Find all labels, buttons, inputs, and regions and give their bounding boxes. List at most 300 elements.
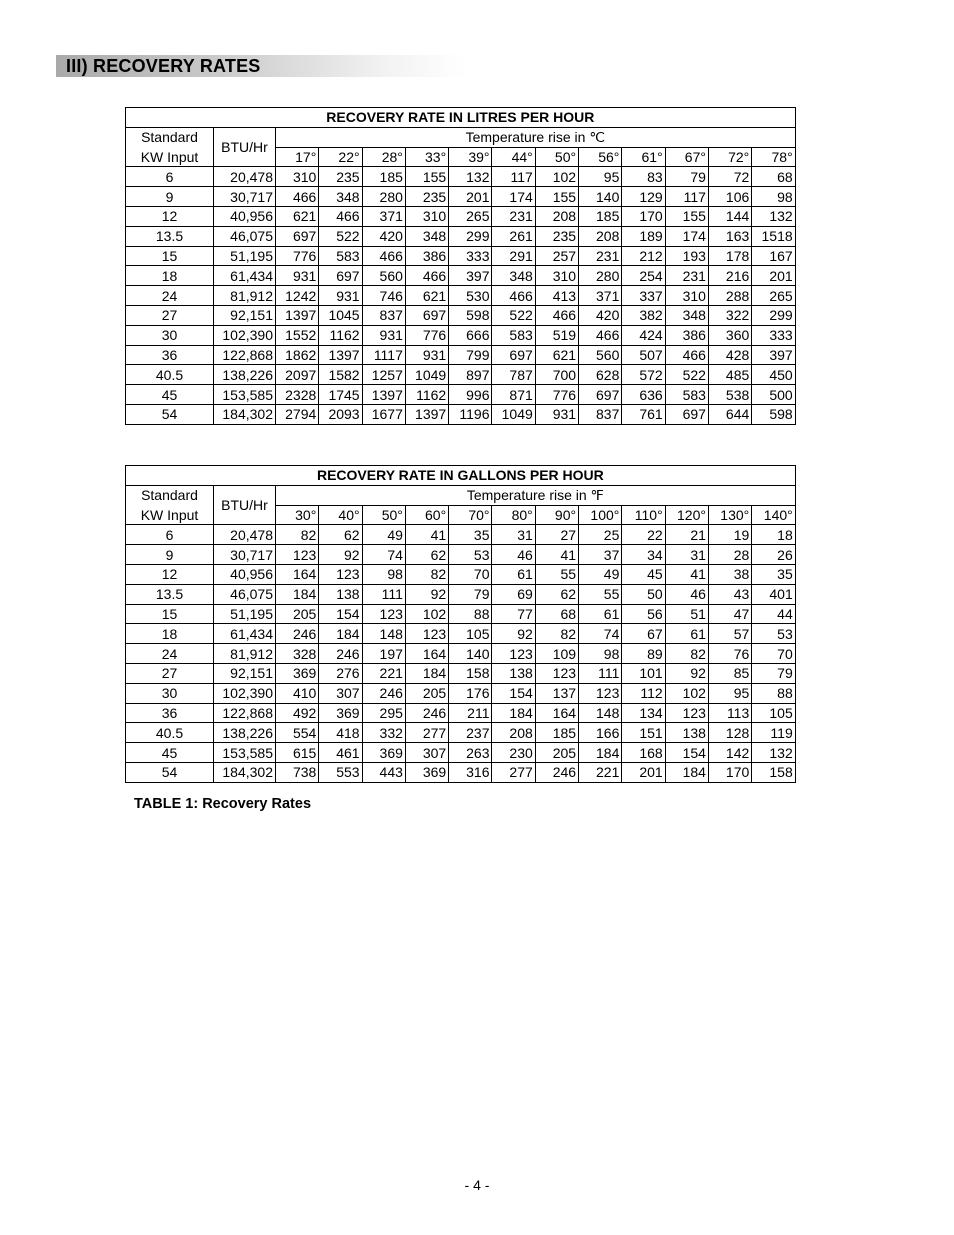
rate-cell: 123 [319,564,362,584]
temperature-column-header: 33° [405,147,448,167]
rate-cell: 79 [449,584,492,604]
rate-cell: 413 [535,286,578,306]
rate-cell: 276 [319,663,362,683]
rate-cell: 507 [622,345,665,365]
temperature-column-header: 30° [276,505,319,525]
kw-input-cell: 27 [126,305,214,325]
rate-cell: 82 [535,624,578,644]
rate-cell: 102 [405,604,448,624]
temperature-column-header: 39° [449,147,492,167]
btu-cell: 138,226 [214,365,276,385]
rate-cell: 134 [622,703,665,723]
rate-cell: 697 [492,345,535,365]
rate-cell: 348 [405,226,448,246]
rate-cell: 184 [579,743,622,763]
rate-cell: 129 [622,187,665,207]
rate-cell: 46 [665,584,708,604]
rate-cell: 82 [276,525,319,545]
temperature-column-header: 50° [362,505,405,525]
rate-cell: 117 [492,167,535,187]
rate-cell: 231 [665,266,708,286]
rate-cell: 178 [708,246,751,266]
rate-cell: 837 [579,404,622,424]
rate-cell: 46 [492,545,535,565]
rate-cell: 31 [665,545,708,565]
rate-cell: 348 [665,305,708,325]
rate-cell: 231 [492,206,535,226]
kw-input-cell: 9 [126,187,214,207]
rate-cell: 246 [276,624,319,644]
rate-cell: 184 [492,703,535,723]
rate-cell: 235 [319,167,362,187]
rate-cell: 371 [579,286,622,306]
rate-cell: 931 [319,286,362,306]
table-body [126,167,796,424]
rate-cell: 263 [449,743,492,763]
rate-cell: 158 [449,663,492,683]
rate-cell: 420 [362,226,405,246]
rate-cell: 53 [752,624,795,644]
rate-cell: 697 [579,385,622,405]
rate-cell: 38 [708,564,751,584]
temperature-column-header: 56° [579,147,622,167]
rate-cell: 57 [708,624,751,644]
rate-cell: 466 [405,266,448,286]
table-row [126,525,796,545]
rate-cell: 95 [579,167,622,187]
rate-cell: 931 [405,345,448,365]
rate-cell: 79 [752,663,795,683]
btu-cell: 40,956 [214,206,276,226]
table-title: RECOVERY RATE IN GALLONS PER HOUR [126,466,796,486]
table-row [126,286,796,306]
rate-cell: 522 [665,365,708,385]
table-row [126,723,796,743]
rate-cell: 553 [319,762,362,782]
table-row [126,345,796,365]
kw-input-cell: 18 [126,266,214,286]
rate-cell: 280 [362,187,405,207]
rate-cell: 43 [708,584,751,604]
temperature-column-header: 28° [362,147,405,167]
rate-cell: 92 [665,663,708,683]
rate-cell: 1242 [276,286,319,306]
table-row [126,604,796,624]
rate-cell: 621 [405,286,448,306]
rate-cell: 44 [752,604,795,624]
table-row [126,187,796,207]
btu-cell: 40,956 [214,564,276,584]
rate-cell: 45 [622,564,665,584]
rate-cell: 246 [535,762,578,782]
btu-cell: 122,868 [214,345,276,365]
rate-cell: 151 [622,723,665,743]
rate-cell: 554 [276,723,319,743]
rate-cell: 62 [319,525,362,545]
btu-cell: 184,302 [214,762,276,782]
rate-cell: 50 [622,584,665,604]
rate-cell: 138 [492,663,535,683]
rate-cell: 123 [535,663,578,683]
kw-input-header: KW Input [126,147,214,167]
rate-cell: 257 [535,246,578,266]
rate-cell: 85 [708,663,751,683]
table-row [126,644,796,664]
rate-cell: 123 [276,545,319,565]
rate-cell: 1397 [319,345,362,365]
rate-cell: 235 [405,187,448,207]
rate-cell: 47 [708,604,751,624]
rate-cell: 62 [535,584,578,604]
rate-cell: 140 [579,187,622,207]
table-row [126,703,796,723]
rate-cell: 615 [276,743,319,763]
rate-cell: 598 [449,305,492,325]
rate-cell: 761 [622,404,665,424]
btu-cell: 102,390 [214,325,276,345]
rate-cell: 201 [752,266,795,286]
rate-cell: 49 [362,525,405,545]
rate-cell: 132 [752,206,795,226]
table-row [126,404,796,424]
temperature-column-header: 50° [535,147,578,167]
temperature-column-header: 130° [708,505,751,525]
rate-cell: 307 [319,683,362,703]
rate-cell: 102 [535,167,578,187]
rate-cell: 158 [752,762,795,782]
rate-cell: 776 [535,385,578,405]
rate-cell: 466 [665,345,708,365]
rate-cell: 246 [362,683,405,703]
rate-cell: 337 [622,286,665,306]
rate-cell: 310 [535,266,578,286]
kw-input-cell: 24 [126,644,214,664]
rate-cell: 56 [622,604,665,624]
kw-input-cell: 30 [126,325,214,345]
rate-cell: 49 [579,564,622,584]
rate-cell: 55 [579,584,622,604]
rate-cell: 1397 [362,385,405,405]
rate-cell: 174 [492,187,535,207]
rate-cell: 560 [362,266,405,286]
temperature-column-header: 140° [752,505,795,525]
rate-cell: 485 [708,365,751,385]
kw-input-cell: 40.5 [126,723,214,743]
rate-cell: 371 [362,206,405,226]
kw-input-cell: 15 [126,604,214,624]
rate-cell: 410 [276,683,319,703]
temperature-rise-header: Temperature rise in ℉ [276,485,796,505]
rate-cell: 109 [535,644,578,664]
rate-cell: 18 [752,525,795,545]
kw-input-cell: 6 [126,167,214,187]
rate-cell: 931 [276,266,319,286]
btu-cell: 61,434 [214,266,276,286]
rate-cell: 41 [665,564,708,584]
btu-cell: 92,151 [214,663,276,683]
rate-cell: 74 [362,545,405,565]
rate-cell: 201 [449,187,492,207]
rate-cell: 105 [449,624,492,644]
rate-cell: 316 [449,762,492,782]
rate-cell: 307 [405,743,448,763]
rate-cell: 154 [492,683,535,703]
rate-cell: 697 [665,404,708,424]
rate-cell: 70 [449,564,492,584]
table-caption: TABLE 1: Recovery Rates [134,796,312,812]
rate-cell: 189 [622,226,665,246]
rate-cell: 154 [319,604,362,624]
rate-cell: 2328 [276,385,319,405]
rate-cell: 185 [535,723,578,743]
rate-cell: 461 [319,743,362,763]
rate-cell: 164 [276,564,319,584]
rate-cell: 123 [579,683,622,703]
rate-cell: 996 [449,385,492,405]
rate-cell: 193 [665,246,708,266]
rate-cell: 76 [708,644,751,664]
table-title: RECOVERY RATE IN LITRES PER HOUR [126,108,796,128]
btu-cell: 184,302 [214,404,276,424]
rate-cell: 37 [579,545,622,565]
rate-cell: 216 [708,266,751,286]
rate-cell: 1397 [276,305,319,325]
kw-input-cell: 45 [126,743,214,763]
rate-cell: 119 [752,723,795,743]
rate-cell: 1552 [276,325,319,345]
rate-cell: 401 [752,584,795,604]
btu-cell: 81,912 [214,644,276,664]
rate-cell: 89 [622,644,665,664]
rate-cell: 799 [449,345,492,365]
rate-cell: 111 [579,663,622,683]
rate-cell: 138 [319,584,362,604]
rate-cell: 348 [492,266,535,286]
temperature-column-header: 60° [405,505,448,525]
rate-cell: 170 [622,206,665,226]
rate-cell: 22 [622,525,665,545]
kw-input-cell: 18 [126,624,214,644]
rate-cell: 92 [319,545,362,565]
temperature-column-header: 100° [579,505,622,525]
rate-cell: 931 [535,404,578,424]
rate-cell: 443 [362,762,405,782]
btu-cell: 138,226 [214,723,276,743]
rate-cell: 164 [405,644,448,664]
btu-cell: 81,912 [214,286,276,306]
rate-cell: 397 [449,266,492,286]
rate-cell: 277 [492,762,535,782]
rate-cell: 106 [708,187,751,207]
rate-cell: 201 [622,762,665,782]
rate-cell: 277 [405,723,448,743]
rate-cell: 310 [405,206,448,226]
rate-cell: 738 [276,762,319,782]
rate-cell: 265 [752,286,795,306]
table-row [126,305,796,325]
rate-cell: 230 [492,743,535,763]
rate-cell: 155 [665,206,708,226]
temperature-column-header: 78° [752,147,795,167]
rate-cell: 2794 [276,404,319,424]
rate-cell: 155 [405,167,448,187]
rate-cell: 111 [362,584,405,604]
rate-cell: 644 [708,404,751,424]
rate-cell: 492 [276,703,319,723]
rate-cell: 98 [362,564,405,584]
rate-cell: 636 [622,385,665,405]
rate-cell: 51 [665,604,708,624]
rate-cell: 328 [276,644,319,664]
rate-cell: 82 [405,564,448,584]
rate-cell: 746 [362,286,405,306]
temperature-rise-header: Temperature rise in ℃ [276,127,796,147]
rate-cell: 1518 [752,226,795,246]
rate-cell: 26 [752,545,795,565]
rate-cell: 132 [449,167,492,187]
rate-cell: 21 [665,525,708,545]
rate-cell: 1162 [405,385,448,405]
rate-cell: 466 [276,187,319,207]
rate-cell: 332 [362,723,405,743]
table-row [126,325,796,345]
rate-cell: 621 [276,206,319,226]
table-row [126,564,796,584]
kw-input-cell: 36 [126,345,214,365]
rate-cell: 205 [405,683,448,703]
temperature-column-header: 110° [622,505,665,525]
rate-cell: 184 [405,663,448,683]
rate-cell: 154 [665,743,708,763]
rate-cell: 88 [752,683,795,703]
rate-cell: 700 [535,365,578,385]
rate-cell: 25 [579,525,622,545]
rate-cell: 500 [752,385,795,405]
rate-cell: 164 [535,703,578,723]
table-row [126,584,796,604]
rate-cell: 1745 [319,385,362,405]
temperature-column-header: 67° [665,147,708,167]
rate-cell: 572 [622,365,665,385]
btu-cell: 153,585 [214,385,276,405]
rate-cell: 185 [579,206,622,226]
table-row [126,206,796,226]
rate-cell: 254 [622,266,665,286]
rate-cell: 148 [579,703,622,723]
rate-cell: 522 [492,305,535,325]
temperature-column-header: 70° [449,505,492,525]
table-row [126,365,796,385]
rate-cell: 41 [535,545,578,565]
rate-cell: 237 [449,723,492,743]
rate-cell: 666 [449,325,492,345]
kw-input-cell: 12 [126,564,214,584]
rate-cell: 92 [405,584,448,604]
rate-cell: 299 [449,226,492,246]
temperature-column-header: 90° [535,505,578,525]
rate-cell: 519 [535,325,578,345]
rate-cell: 382 [622,305,665,325]
rate-cell: 310 [665,286,708,306]
rate-cell: 123 [362,604,405,624]
rate-cell: 176 [449,683,492,703]
kw-input-cell: 54 [126,404,214,424]
rate-cell: 117 [665,187,708,207]
kw-input-cell: 36 [126,703,214,723]
temperature-column-header: 120° [665,505,708,525]
kw-input-cell: 40.5 [126,365,214,385]
btu-header: BTU/Hr [214,127,276,167]
rate-cell: 2093 [319,404,362,424]
rate-cell: 68 [752,167,795,187]
rate-cell: 185 [362,167,405,187]
rate-cell: 369 [276,663,319,683]
btu-cell: 51,195 [214,604,276,624]
rate-cell: 168 [622,743,665,763]
rate-cell: 138 [665,723,708,743]
rate-cell: 27 [535,525,578,545]
table-row [126,266,796,286]
btu-cell: 92,151 [214,305,276,325]
kw-input-cell: 30 [126,683,214,703]
rate-cell: 776 [276,246,319,266]
rate-cell: 246 [319,644,362,664]
table-row [126,545,796,565]
rate-cell: 598 [752,404,795,424]
rate-cell: 88 [449,604,492,624]
rate-cell: 466 [319,206,362,226]
rate-cell: 871 [492,385,535,405]
rate-cell: 113 [708,703,751,723]
kw-input-cell: 13.5 [126,226,214,246]
kw-input-cell: 12 [126,206,214,226]
rate-cell: 333 [449,246,492,266]
rate-cell: 697 [405,305,448,325]
table-row [126,683,796,703]
rate-cell: 322 [708,305,751,325]
rate-cell: 148 [362,624,405,644]
btu-cell: 122,868 [214,703,276,723]
rate-cell: 776 [405,325,448,345]
table-row [126,624,796,644]
btu-cell: 46,075 [214,584,276,604]
btu-header: BTU/Hr [214,485,276,525]
kw-input-cell: 54 [126,762,214,782]
temperature-column-header: 80° [492,505,535,525]
table-row [126,743,796,763]
rate-cell: 931 [362,325,405,345]
rate-cell: 333 [752,325,795,345]
rate-cell: 55 [535,564,578,584]
rate-cell: 62 [405,545,448,565]
rate-cell: 221 [579,762,622,782]
table-row [126,762,796,782]
rate-cell: 34 [622,545,665,565]
kw-input-cell: 24 [126,286,214,306]
rate-cell: 128 [708,723,751,743]
rate-cell: 170 [708,762,751,782]
btu-cell: 102,390 [214,683,276,703]
rate-cell: 61 [665,624,708,644]
rate-cell: 583 [492,325,535,345]
rate-cell: 310 [276,167,319,187]
rate-cell: 697 [276,226,319,246]
rate-cell: 67 [622,624,665,644]
rate-cell: 697 [319,266,362,286]
rate-cell: 628 [579,365,622,385]
rate-cell: 420 [579,305,622,325]
rate-cell: 530 [449,286,492,306]
